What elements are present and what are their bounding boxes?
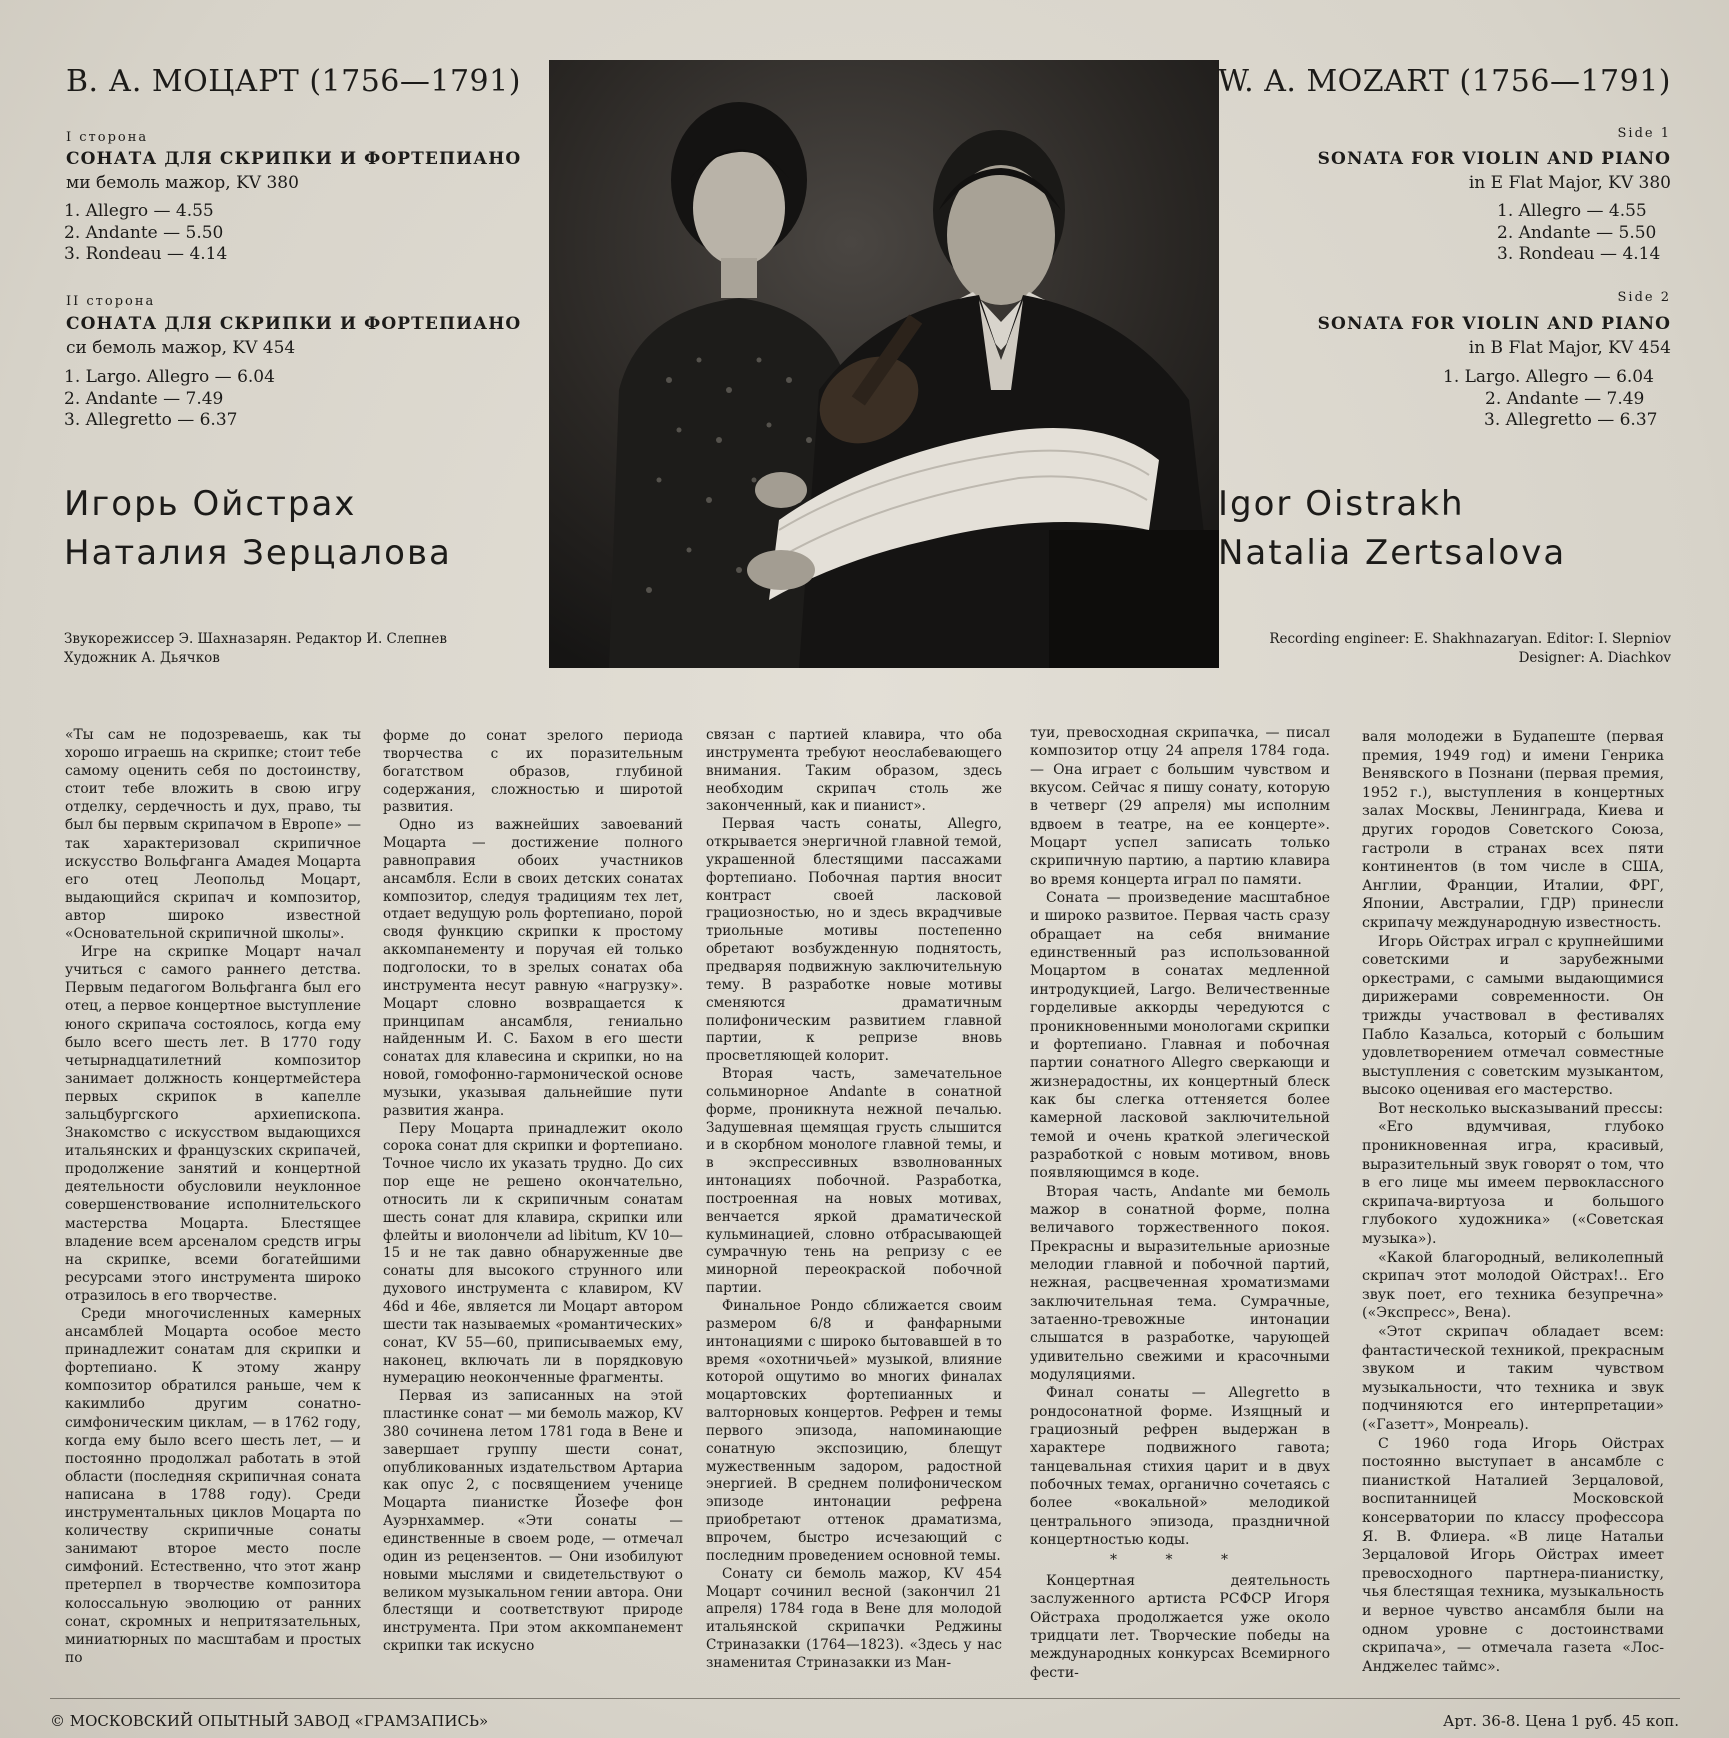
footer-divider — [50, 1698, 1680, 1699]
liner-paragraph: связан с партией клавира, что оба инструмента требуют неослабевающего внимания. Таким образом, здесь необходим скрипач столь же законченный, как и пианист». — [706, 727, 1002, 815]
composer-title-ru: В. А. МОЦАРТ (1756—1791) — [66, 64, 521, 99]
catalog-price: Арт. 36-8. Цена 1 руб. 45 коп. — [1442, 1712, 1679, 1730]
credits-line2-en: Designer: A. Diachkov — [1518, 650, 1671, 666]
side1-track-en: 2. Andante — 5.50 — [1497, 223, 1657, 243]
performer-violin-ru: Игорь Ойстрах — [64, 484, 357, 524]
side1-key-ru: ми бемоль мажор, KV 380 — [66, 173, 299, 193]
side1-track-ru: 3. Rondeau — 4.14 — [64, 244, 228, 264]
liner-paragraph: Одно из важнейших завоеваний Моцарта — достижение полного равноправия обоих участников ансамбля. Если в своих детских сонатах композитор, следуя традициям тех лет, отдает ведущую роль фортепиано, порой сводя функцию скрипки к простому аккомпанементу и поручая ей только подголоски, то в зрелых сонатах оба инструмента несут равную «нагрузку». Моцарт словно возвращается к принципам ансамбля, гениально найденным И. С. Бахом в его шести сонатах для клавесина и скрипки, но на новой, гомофонно-гармонической основе музыки, указывая дальнейшие пути развития жанра. — [383, 817, 683, 1119]
performer-violin-en: Igor Oistrakh — [1218, 484, 1465, 524]
liner-paragraph: Игорь Ойстрах играл с крупнейшими советскими и зарубежными оркестрами, с самыми выдающимися дирижерами современности. Он трижды участвовал в фестивалях Пабло Казальса, который с большим удовлетворением отмечал совместные выступления с советским музыкантом, высоко оценивая его мастерство. — [1362, 933, 1664, 1099]
side2-track-ru: 3. Allegretto — 6.37 — [64, 410, 238, 430]
liner-paragraph: Вторая часть, Andante ми бемоль мажор в сонатной форме, полна величавого торжественного покоя. Прекрасны и выразительные ариозные мелодии главной и побочной партий, нежная, расцвеченная хроматизмами заключительная тема. Сумрачные, затаенно-тревожные интонации слышатся в разработке, чарующей удивительно свежими и красочными модуляциями. — [1030, 1183, 1330, 1384]
liner-notes-column-4 — [1030, 724, 1330, 1682]
composer-title-en: W. A. MOZART (1756—1791) — [1218, 64, 1671, 99]
liner-notes-column-3 — [706, 727, 1002, 1673]
side2-track-ru: 2. Andante — 7.49 — [64, 389, 224, 409]
side1-label-ru: I сторона — [66, 130, 149, 145]
label-copyright: © МОСКОВСКИЙ ОПЫТНЫЙ ЗАВОД «ГРАМЗАПИСЬ» — [50, 1712, 489, 1730]
side1-key-en: in E Flat Major, KV 380 — [1468, 173, 1671, 193]
side2-title-en: SONATA FOR VIOLIN AND PIANO — [1317, 314, 1671, 334]
liner-paragraph: «Этот скрипач обладает всем: фантастической техникой, прекрасным звуком и таким чувством музыкальности, что техника и звук подчиняются его интерпретации» («Газетт», Монреаль). — [1362, 1324, 1664, 1433]
liner-notes-column-5 — [1362, 728, 1664, 1676]
side1-title-ru: СОНАТА ДЛЯ СКРИПКИ И ФОРТЕПИАНО — [66, 149, 522, 169]
side2-label-ru: II сторона — [66, 294, 156, 309]
side1-track-en: 1. Allegro — 4.55 — [1497, 201, 1647, 221]
side1-track-en: 3. Rondeau — 4.14 — [1497, 244, 1661, 264]
side1-title-en: SONATA FOR VIOLIN AND PIANO — [1317, 149, 1671, 169]
liner-paragraph: форме до сонат зрелого периода творчества с их поразительным богатством образов, глубиной содержания, сложностью и широтой развития. — [383, 728, 683, 816]
liner-paragraph: Соната — произведение масштабное и широко развитое. Первая часть сразу обращает на себя внимание единственный раз использованной Моцартом в сонатах медленной интродукцией, Largo. Величественные горделивые аккорды чередуются с проникновенными монологами скрипки и фортепиано. Главная и побочная партии сонатного Allegro сверкающи и жизнерадостны, их концертный блеск как бы слегка оттеняется более камерной ласковой заключительной темой и очень краткой элегической разработкой с новым мотивом, вновь появляющимся в коде. — [1030, 890, 1330, 1182]
liner-paragraph: Вот несколько высказываний прессы: — [1378, 1100, 1663, 1117]
liner-paragraph: Сонату си бемоль мажор, KV 454 Моцарт сочинил весной (закончил 21 апреля) 1784 года в Вене для молодой итальянской скрипачки Реджины Стриназакки (1764—1823). «Здесь у нас знаменитая Стриназакки из Ман- — [706, 1565, 1002, 1671]
performer-piano-en: Natalia Zertsalova — [1218, 533, 1567, 573]
liner-notes-column-2 — [383, 728, 683, 1656]
side2-track-ru: 1. Largo. Allegro — 6.04 — [64, 367, 275, 387]
side1-label-en: Side 1 — [1617, 126, 1671, 141]
liner-paragraph: Финальное Рондо сближается своим размером 6/8 и фанфарными интонациями с широко бытовавшей в то время «охотничьей» музыкой, влияние которой ощутимо во многих финалах моцартовских фортепианных и валторновых концертов. Рефрен и темы первого эпизода, напоминающие сонатную экспозицию, блещут мужественным задором, радостной энергией. В среднем полифоническом эпизоде интонации рефрена приобретают оттенок драматизма, впрочем, быстро исчезающий с последним проведением основной темы. — [706, 1298, 1002, 1564]
liner-paragraph: С 1960 года Игорь Ойстрах постоянно выступает в ансамбле с пианисткой Наталией Зерцаловой, воспитанницей Московской консерватории по классу профессора Я. В. Флиера. «В лице Натальи Зерцаловой Игорь Ойстрах имеет превосходного партнера-пианистку, чья блестящая техника, музыкальность и верное чувство ансамбля были на одном уровне с достоинствами скрипача», — отмечала газета «Лос-Анджелес таймс». — [1362, 1435, 1664, 1675]
performer-piano-ru: Наталия Зерцалова — [64, 533, 452, 573]
side2-track-en: 2. Andante — 7.49 — [1485, 389, 1645, 409]
liner-paragraph: Вторая часть, замечательное сольминорное Andante в сонатной форме, проникнута нежной печалью. Задушевная щемящая грусть слышится и в скорбном монологе главной темы, и в экспрессивных взволнованных интонациях побочной. Разработка, построенная на новых мотивах, венчается яркой драматической кульминацией, словно отбрасывающей сумрачную тень на репризу с ее минорной переокраской побочной партии. — [706, 1066, 1002, 1297]
credits-line2-ru: Художник А. Дьячков — [64, 650, 220, 666]
side2-track-en: 3. Allegretto — 6.37 — [1484, 410, 1658, 430]
side2-key-en: in B Flat Major, KV 454 — [1468, 338, 1671, 358]
liner-paragraph: Первая из записанных на этой пластинке сонат — ми бемоль мажор, KV 380 сочинена летом 1781 года в Вене и завершает группу шести сонат, опубликованных издательством Артариа как опус 2, с посвящением ученице Моцарта пианистке Йозефе фон Ауэрнхаммер. «Эти сонаты — единственные в своем роде, — отмечал один из рецензентов. — Они изобилуют новыми мыслями и свидетельствуют о великом музыкальном гении автора. Они блестящи и соответствуют природе инструмента. При этом аккомпанемент скрипки так искусно — [383, 1388, 683, 1655]
liner-paragraph: валя молодежи в Будапеште (первая премия, 1949 год) и имени Генрика Венявского в Познани (первая премия, 1952 г.), выступления в концертных залах Москвы, Ленинграда, Киева и других городов Советского Союза, гастроли в странах всех пяти континентов (в том числе в США, Англии, Франции, Италии, ФРГ, Японии, Австралии, ГДР) принесли скрипачу международную известность. — [1362, 729, 1664, 931]
credits-line1-en: Recording engineer: E. Shakhnazaryan. Editor: I. Slepniov — [1269, 631, 1671, 647]
liner-paragraph: «Какой благородный, великолепный скрипач этот молодой Ойстрах!.. Его звук поет, его техника безупречна» («Экспресс», Вена). — [1362, 1249, 1664, 1322]
liner-paragraph: «Ты сам не подозреваешь, как ты хорошо играешь на скрипке; стоит тебе самому оценить себя по достоинству, стоит тебе вложить в свою игру отделку, сердечность и дух, право, ты был бы первым скрипачом в Европе» — так характеризовал скрипичное искусство Вольфганга Амадея Моцарта его отец Леопольд Моцарт, выдающийся скрипач и композитор, автор широко известной «Основательной скрипичной школы». — [65, 727, 361, 943]
liner-paragraph: Первая часть сонаты, Allegro, открывается энергичной главной темой, украшенной блестящими пассажами фортепиано. Побочная партия вносит контраст своей ласковой грациозностью, но и здесь вкрадчивые триольные мотивы постепенно обретают возбужденную поднятость, предваряя подвижную заключительную тему. В разработке новые мотивы сменяются драматичным полифоническим развитием главной партии, к репризе вновь просветляющей колорит. — [706, 816, 1002, 1065]
liner-paragraph: Перу Моцарта принадлежит около сорока сонат для скрипки и фортепиано. Точное число их указать трудно. До сих пор еще не решено окончательно, относить ли к скрипичным сонатам шесть сонат для клавира, скрипки или флейты и виолончели ad libitum, KV 10—15 и не так давно обнаруженные две сонаты для высокого струнного или духового инструмента с клавиром, KV 46d и 46e, является ли Моцарт автором шести так называемых «романтических» сонат, KV 55—60, приписываемых ему, наконец, включать ли в порядковую нумерацию неоконченные фрагменты. — [383, 1120, 683, 1387]
liner-paragraph: туи, превосходная скрипачка, — писал композитор отцу 24 апреля 1784 года. — Она играет с большим чувством и вкусом. Сейчас я пишу сонату, которую в четверг (29 апреля) мы исполним вдвоем в театре, на ее концерте». Моцарт успел записать только скрипичную партию, а партию клавира во время концерта играл по памяти. — [1030, 725, 1330, 888]
performers-photo-art — [549, 60, 1219, 668]
liner-paragraph: «Его вдумчивая, глубоко проникновенная игра, красивый, выразительный звук говорят о том, что в его лице мы имеем первоклассного скрипача-виртуоза и большого глубокого художника» («Советская музыка»). — [1362, 1119, 1664, 1248]
side2-track-en: 1. Largo. Allegro — 6.04 — [1443, 367, 1654, 387]
side2-key-ru: си бемоль мажор, KV 454 — [66, 338, 296, 358]
liner-notes-column-1 — [65, 726, 361, 1667]
liner-paragraph: Концертная деятельность заслуженного артиста РСФСР Игоря Ойстраха продолжается уже около тридцати лет. Творческие победы на международных конкурсах Всемирного фести- — [1030, 1572, 1330, 1681]
side2-title-ru: СОНАТА ДЛЯ СКРИПКИ И ФОРТЕПИАНО — [66, 314, 522, 334]
liner-paragraph: Финал сонаты — Allegretto в рондосонатной форме. Изящный и грациозный рефрен выдержан в характере подвижного гавота; танцевальная стихия царит и в двух побочных темах, органично сочетаясь с более «вокальной» мелодикой центрального эпизода, праздничной концертностью коды. — [1030, 1385, 1330, 1549]
liner-paragraph: Среди многочисленных камерных ансамблей Моцарта особое место принадлежит сонатам для скрипки и фортепиано. К этому жанру композитор обратился раньше, чем к какимлибо другим сонатно-симфоническим циклам, — в 1762 году, когда ему было всего шесть лет, — и постоянно продолжал работать в этой области (последняя скрипичная соната написана в 1788 году). Среди инструментальных циклов Моцарта по количеству скрипичные сонаты занимают второе место после симфоний. Естественно, что этот жанр претерпел в творчестве композитора колоссальную эволюцию от ранних сонат, скромных и непритязательных, миниатюрных по масштабам и простых по — [65, 1306, 361, 1666]
performers-photo — [549, 60, 1219, 668]
side1-track-ru: 1. Allegro — 4.55 — [64, 201, 214, 221]
credits-line1-ru: Звукорежиссер Э. Шахназарян. Редактор И. Слепнев — [64, 631, 448, 647]
side1-track-ru: 2. Andante — 5.50 — [64, 223, 224, 243]
section-separator: * * * — [1110, 1552, 1250, 1569]
liner-paragraph: Игре на скрипке Моцарт начал учиться с самого раннего детства. Первым педагогом Вольфганга был его отец, а первое концертное выступление юного скрипача состоялось, когда ему было всего шесть лет. В 1770 году четырнадцатилетний композитор занимает должность концертмейстера первых скрипок в капелле зальцбургского архиепископа. Знакомство с искусством выдающихся итальянских и французских скрипачей, продолжение занятий и концертной деятельности обусловили неуклонное совершенствование исполнительского мастерства Моцарта. Блестящее владение всем арсеналом средств игры на скрипке, всеми богатейшими ресурсами этого инструмента широко отразилось в его творчестве. — [65, 944, 361, 1304]
side2-label-en: Side 2 — [1617, 290, 1671, 305]
